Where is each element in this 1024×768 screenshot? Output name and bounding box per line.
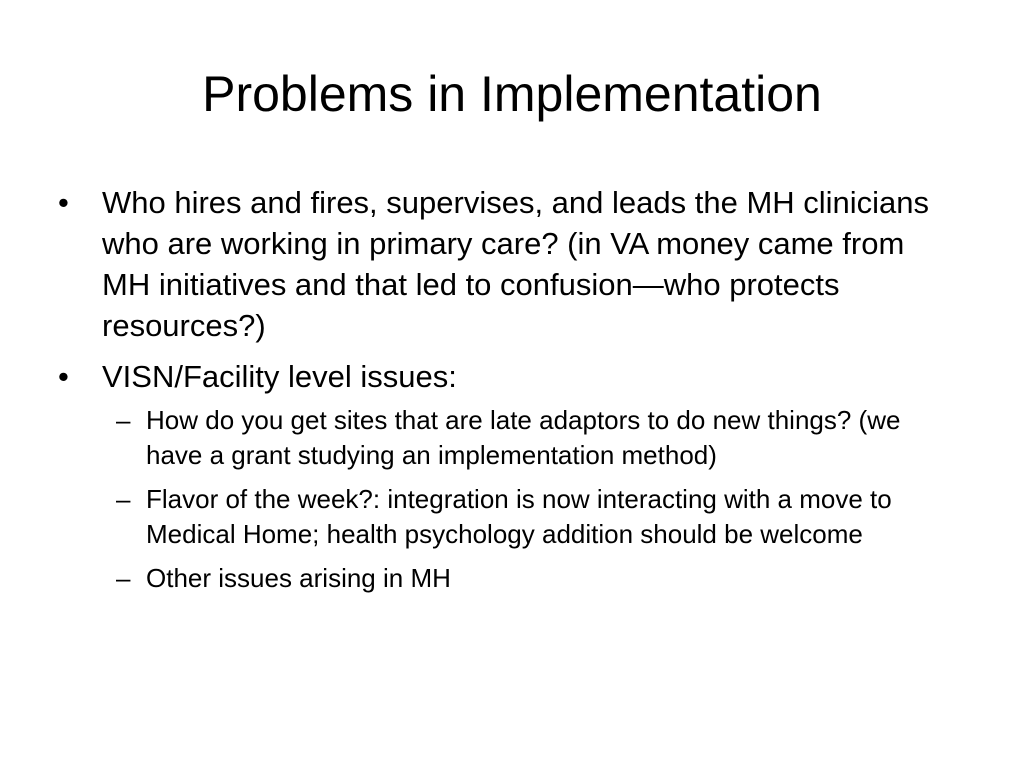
slide-body xyxy=(58,182,958,605)
sub-bullet-text: Other issues arising in MH xyxy=(146,563,451,593)
bullet-text: Who hires and fires, supervises, and leads the MH clinicians who are working in primary care? (in VA money came from MH initiatives and that led to confusion—who protects resources?) xyxy=(102,185,930,343)
bullet-item xyxy=(58,182,958,346)
bullet-dot: • xyxy=(58,359,69,394)
sub-bullet-text: How do you get sites that are late adaptors to do new things? (we have a grant studying an implementation method) xyxy=(146,405,901,470)
sub-bullet-item xyxy=(58,561,958,596)
sub-bullet-text: Flavor of the week?: integration is now interacting with a move to Medical Home; health psychology addition should be welcome xyxy=(146,484,892,549)
bullet-text: VISN/Facility level issues: xyxy=(102,359,457,394)
sub-bullet-item xyxy=(58,482,958,552)
slide-title: Problems in Implementation xyxy=(202,66,822,122)
sub-bullet-dash: – xyxy=(116,484,131,514)
sub-bullet-item xyxy=(58,403,958,473)
bullet-dot: • xyxy=(58,185,69,220)
sub-bullet-dash: – xyxy=(116,563,131,593)
sub-bullet-dash: – xyxy=(116,405,131,435)
bullet-item xyxy=(58,356,958,397)
